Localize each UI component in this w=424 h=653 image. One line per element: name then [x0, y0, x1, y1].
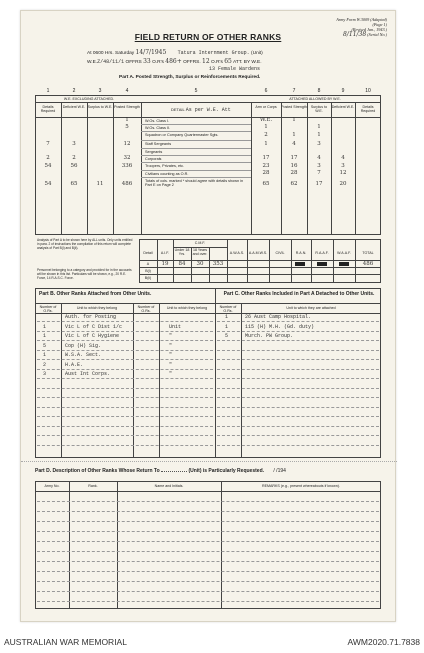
offrs-value: 33	[143, 58, 151, 65]
table-cell: 486	[121, 180, 133, 187]
table-cell: 1	[292, 132, 296, 138]
entry-rule	[217, 378, 379, 379]
col-rule	[355, 102, 356, 235]
entry-rule	[37, 501, 379, 502]
table-cell: 20	[339, 180, 347, 187]
column-number: 9	[341, 88, 345, 94]
form-ref-line1: Army Form W.3009 (Adapted)	[336, 17, 387, 22]
part-d-date: / /194	[273, 468, 286, 474]
footer-left: AUSTRALIAN WAR MEMORIAL	[4, 637, 127, 647]
footer-right: AWM2020.71.7838	[347, 637, 420, 647]
entry-rule	[37, 551, 379, 552]
table-cell: 23	[262, 162, 270, 169]
entry-rule	[217, 388, 379, 389]
redaction-mark	[339, 262, 349, 266]
part-c-unit: 26 Aust Camp Hospital.	[245, 314, 312, 320]
table-cell: 28	[290, 170, 298, 176]
column-number: 10	[365, 88, 371, 94]
h-deficient: Deficient W.E.	[62, 105, 86, 109]
part-b-unit-2: "	[169, 352, 173, 358]
part-b-count: 1	[43, 323, 47, 330]
entry-rule	[37, 350, 213, 351]
entry-rule	[217, 416, 379, 417]
col-rule	[173, 239, 174, 283]
at-label: At 0600 Hrs. Saturday	[87, 51, 135, 56]
serial-label: (Serial No.)	[367, 32, 387, 37]
ors-value: 486+	[165, 58, 182, 65]
table-cell: 54	[44, 180, 52, 187]
entry-rule	[37, 531, 379, 532]
part-b-count: 2	[43, 361, 47, 368]
table-cell: 1	[125, 117, 129, 123]
part-b-count: 3	[43, 371, 47, 377]
cmf-18over-value: 30	[196, 261, 204, 267]
table-cell: 2	[46, 155, 50, 161]
row-a-label: A	[146, 262, 150, 266]
analysis-rule	[139, 267, 381, 268]
cmf-rule	[173, 247, 227, 248]
detail-value: As per W.E. Att	[185, 107, 231, 113]
h-deficient-att: Deficient W.E.	[331, 105, 355, 109]
column-number: 6	[264, 88, 268, 94]
h-aif: A.I.F.	[160, 251, 170, 255]
row-label: Troopers, Privates, etc.	[145, 163, 185, 168]
column-number: 2	[72, 88, 76, 94]
part-c-count: 5	[225, 333, 229, 339]
h-surplus-att: Surplus to W.E.	[310, 105, 328, 113]
analysis-rule	[139, 274, 381, 275]
row-label: W.Os. Class I.	[145, 118, 170, 123]
column-number: 4	[125, 88, 129, 94]
we-value: Z/48/11/1	[97, 59, 125, 65]
h-surplus: Surplus to W.E.	[87, 105, 113, 109]
entry-rule	[37, 561, 379, 562]
ors-label: O.R's	[152, 60, 164, 65]
h-detail: Detail	[143, 251, 153, 255]
unit-name: Tatura Internment Group.	[177, 50, 250, 56]
table-cell: 62	[290, 180, 298, 187]
analysis-note-2: Personnel belonging to a category and provided for in the accounts will be shown in this list. Particulars will be shown, e.g., 20 R.E. Force, 14 R.A.S.C. Force.	[37, 268, 132, 280]
table-cell: W.E.	[259, 117, 273, 123]
part-d-header-rule	[35, 491, 381, 492]
h-details-att: Details Required	[360, 105, 376, 113]
aif-value: 19	[161, 261, 169, 267]
h-name: Name and Initials.	[154, 484, 184, 488]
column-number: 7	[292, 88, 296, 94]
perforation	[21, 461, 397, 462]
entry-rule	[37, 541, 379, 542]
col-rule	[333, 239, 334, 283]
entry-rule	[37, 397, 213, 398]
col-rule	[157, 239, 158, 283]
row-label: W.Os. Class II.	[145, 125, 171, 130]
entry-rule	[37, 435, 213, 436]
entry-rule	[217, 359, 379, 360]
table-cell: 4	[292, 140, 296, 147]
entry-rule	[37, 407, 213, 408]
entry-rule	[37, 591, 379, 592]
entry-rule	[37, 521, 379, 522]
detail-label: DETAIL	[171, 107, 185, 112]
h-b-number: Number of O.Rs.	[39, 305, 57, 313]
form-ref-line2: (Page 1)	[372, 22, 387, 27]
entry-rule	[217, 369, 379, 370]
h-army-no: Army No.	[44, 484, 60, 488]
row-label: Squadron or Company Quartermaster Sgts.	[145, 132, 219, 137]
h-cmf-18over: 18 Years and over.	[192, 248, 208, 256]
part-b-unit-2: "	[169, 371, 173, 377]
h-b-unit: Unit to which they belong	[76, 306, 118, 310]
h-cmf: C.M.F.	[194, 241, 206, 245]
h-total: TOTAL	[362, 251, 374, 255]
h-b-number-2: Number of O.Rs.	[137, 305, 155, 313]
col-rule	[355, 239, 356, 283]
analysis-rule	[139, 260, 381, 261]
col-rule	[191, 247, 192, 283]
table-cell: 2	[72, 155, 76, 161]
part-b-count: 1	[43, 333, 47, 339]
part-c-count: 1	[225, 323, 229, 330]
entry-rule	[37, 445, 213, 446]
entry-rule	[37, 601, 379, 602]
table-cell: 5	[125, 124, 129, 130]
h-ran: R.A.N.	[295, 251, 307, 255]
table-cell: 16	[290, 162, 298, 169]
table-cell: 3	[317, 140, 321, 147]
row-label: Civilians counting as O.R.	[145, 171, 189, 176]
entry-rule	[217, 350, 379, 351]
col-rule	[269, 239, 270, 283]
row-label: Corporals	[145, 156, 162, 161]
h-civil: CIVIL	[275, 251, 285, 255]
bc-header-rule	[35, 303, 381, 304]
part-b-unit: Cop (H) Sig.	[65, 342, 102, 349]
entry-rule	[217, 435, 379, 436]
table-cell: 17	[290, 155, 298, 161]
table-cell: 17	[315, 180, 323, 187]
attached-allowed: ATTACHED ALLOWED BY W.E.	[289, 97, 341, 101]
col-rule	[291, 239, 292, 283]
h-posted-att: Posted Strength	[281, 105, 307, 109]
header-date-line	[87, 49, 263, 56]
entry-rule	[37, 581, 379, 582]
h-c-number: Number of O.Rs.	[219, 305, 237, 313]
col-rule	[331, 102, 332, 235]
entry-rule	[37, 426, 213, 427]
col-rule	[209, 247, 210, 283]
h-details-required: Details Required	[40, 105, 56, 113]
table-cell: 11	[96, 180, 104, 187]
part-d-unit-blank	[161, 471, 187, 472]
entry-rule	[37, 388, 213, 389]
part-b-unit: H.A.E.	[65, 361, 84, 368]
entry-rule	[217, 445, 379, 446]
column-number: 3	[98, 88, 102, 94]
serial-value: 8/11/38	[343, 31, 367, 38]
table-cell: 65	[262, 180, 270, 187]
column-number: 8	[317, 88, 321, 94]
h-b-unit-2: Unit to which they belong	[166, 306, 208, 310]
entry-rule	[37, 321, 213, 322]
h-posted: Posted Strength	[114, 105, 140, 109]
offrs-att-label: OFFRS.	[183, 60, 201, 65]
part-b-unit-2: "	[169, 342, 173, 349]
we-excluding-attached: W.E. EXCLUDING ATTACHED.	[63, 97, 115, 101]
row-bi-label: B(i)	[145, 269, 151, 273]
cmf-under18-value: 84	[178, 261, 186, 267]
part-d-title	[35, 468, 286, 474]
part-c-title: Part C. Other Ranks Included in Part A Detached to Other Units.	[223, 291, 375, 297]
table-cell: 32	[123, 155, 131, 161]
table-cell: 1	[317, 124, 321, 130]
col-rule	[87, 102, 88, 235]
row-label: Totals of cols. marked * should agree with details shown in Part E on Page 2	[145, 178, 244, 187]
h-cmf-under18: Under 18 Yrs.	[174, 248, 190, 256]
h-raaf: R.A.A.F.	[315, 251, 329, 255]
entry-rule	[217, 426, 379, 427]
row-label: Staff Sergeants	[145, 141, 172, 146]
row-label: Sergeants	[145, 149, 163, 154]
unit-label: (Unit)	[251, 51, 263, 56]
table-cell: 12	[123, 140, 131, 147]
redaction-mark	[295, 262, 305, 266]
table-cell: 7	[317, 170, 321, 176]
table-cell: 7	[46, 140, 50, 147]
part-d-title-suffix: (Unit) is Particularly Requested.	[188, 468, 265, 474]
table-cell: 12	[339, 170, 347, 176]
col-rule	[311, 239, 312, 283]
form-page	[20, 10, 396, 622]
part-d-title-prefix: Part D. Description of Other Ranks Whose Return To	[35, 468, 160, 474]
table-cell: 3	[341, 162, 345, 169]
entry-rule	[37, 340, 213, 341]
detail-header	[171, 107, 231, 113]
table-cell: 336	[121, 162, 133, 169]
part-b-unit: Auth. for Posting	[65, 314, 117, 320]
part-b-unit-2: Unit	[169, 323, 182, 330]
column-number: 1	[46, 88, 50, 94]
table-cell: 56	[70, 162, 78, 169]
table-cell: 3	[72, 140, 76, 147]
entry-rule	[217, 407, 379, 408]
entry-rule	[37, 416, 213, 417]
form-ref-line3: (Revised Jan., 1943.)	[351, 27, 387, 32]
return-date: 14/7/1945	[135, 49, 167, 56]
entry-rule	[37, 511, 379, 512]
h-remarks: REMARKS (e.g., present whereabouts if known).	[262, 484, 340, 488]
entry-rule	[217, 397, 379, 398]
table-cell: 1	[264, 124, 268, 130]
h-arm-corps: Arm or Corps	[255, 105, 277, 109]
entry-rule	[217, 321, 379, 322]
part-c-count: 1	[225, 314, 229, 320]
analysis-note: Analysis of Part A to be shown here by ALL units. Only units entitled in para. 2 of instructions the compilation of this return will complete analysis of Part B(i) and B(ii).	[37, 238, 133, 250]
we-label: W.E.	[87, 60, 98, 65]
table-cell: 4	[317, 155, 321, 161]
table-cell: 54	[44, 162, 52, 169]
part-a-title: Part A. Posted Strength, Surplus or Reinforcements Required.	[119, 75, 261, 80]
redaction-mark	[317, 262, 327, 266]
total-value: 486	[362, 261, 374, 267]
att-by-we-label: ATT. BY W.E.	[232, 60, 262, 65]
table-cell: 1	[292, 117, 296, 123]
table-cell: 1	[317, 132, 321, 138]
part-b-unit: Vic L of C Hygiene	[65, 333, 120, 339]
part-b-unit-2: "	[169, 333, 173, 339]
h-aamws: A.A.M.W.S.	[248, 251, 268, 255]
part-b-count: 5	[43, 342, 47, 349]
column-number: 5	[194, 88, 198, 94]
offrs-label: OFFRS	[125, 60, 142, 65]
entry-rule	[37, 331, 213, 332]
h-awas: A.W.A.S.	[229, 251, 245, 255]
part-b-count: 1	[43, 352, 47, 358]
table-cell: 4	[341, 155, 345, 161]
part-c-unit: Murch. PW Group.	[245, 333, 294, 339]
table-cell: 2	[264, 132, 268, 138]
entry-rule	[37, 369, 213, 370]
ors-att-label: O.R's	[211, 60, 223, 65]
entry-rule	[37, 571, 379, 572]
row-bii-label: B(ii)	[144, 276, 152, 280]
table-cell: 17	[262, 155, 270, 161]
entry-rule	[37, 378, 213, 379]
table-cell: 65	[70, 180, 78, 187]
entry-rule	[37, 359, 213, 360]
entry-rule	[217, 340, 379, 341]
table-cell: 1	[264, 140, 268, 147]
cmf-other-value: 353	[212, 261, 224, 267]
part-b-unit: W.S.A. Sect.	[65, 352, 102, 358]
entry-rule	[217, 331, 379, 332]
h-c-unit: Unit to which they are attached	[286, 306, 336, 310]
part-b-unit: Vic L of C Dist 1/c	[65, 323, 123, 330]
table-cell: 28	[262, 170, 270, 176]
wardens-note: 13 Female Wardens	[209, 66, 261, 72]
col-rule	[247, 239, 248, 283]
h-rank: Rank.	[88, 484, 98, 488]
col-rule	[227, 239, 228, 283]
form-title: FIELD RETURN OF OTHER RANKS	[134, 32, 282, 42]
table-cell: 3	[317, 162, 321, 169]
part-b-title: Part B. Other Ranks Attached from Other Units.	[39, 291, 152, 297]
col-rule	[141, 102, 142, 235]
col-rule	[307, 102, 308, 235]
offrs-att-value: 12	[202, 58, 210, 65]
ors-att-value: 65	[224, 58, 232, 65]
part-b-unit-2: "	[169, 361, 173, 368]
header-we-line	[87, 58, 262, 65]
h-waaf: W.A.A.F.	[337, 251, 351, 255]
part-c-unit: 115 (H) M.H. (Gd. duty)	[245, 323, 315, 330]
col-rule	[61, 102, 62, 235]
part-b-unit: Aust Int Corps.	[65, 371, 111, 377]
